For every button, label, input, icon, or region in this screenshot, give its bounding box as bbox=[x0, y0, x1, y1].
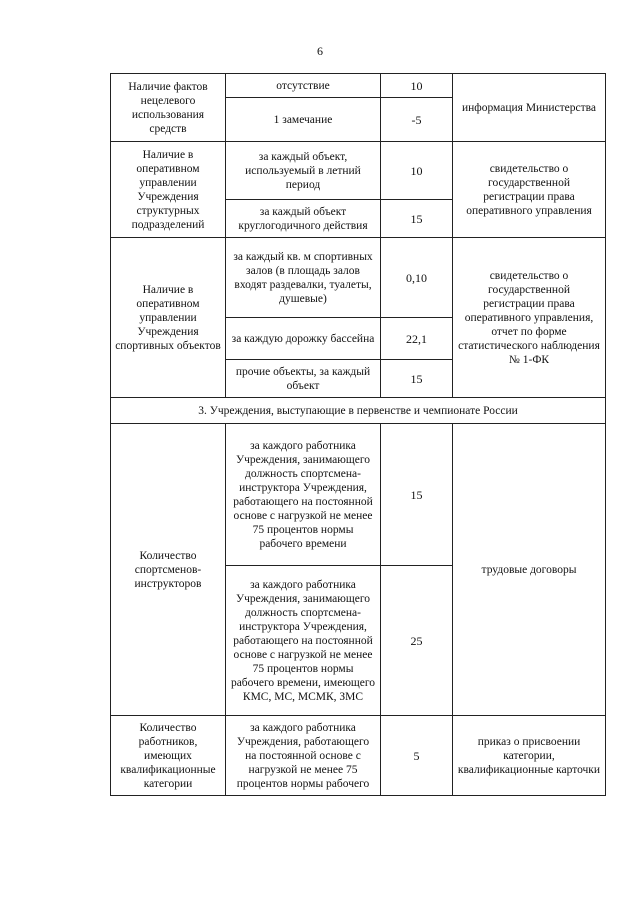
table-row bbox=[111, 74, 606, 98]
criterion-cell: Количество спортсменов-инструкторов bbox=[111, 424, 226, 716]
condition-cell: за каждый объект круглогодичного действия bbox=[226, 200, 381, 238]
condition-cell: за каждого работника Учреждения, занимающего должность спортсмена-инструктора Учреждения, работающего на постоянной основе с нагрузкой не менее 75 процентов нормы рабочего времени bbox=[226, 424, 381, 566]
criterion-cell: Наличие в оперативном управлении Учреждения структурных подразделений bbox=[111, 142, 226, 238]
condition-cell: 1 замечание bbox=[226, 98, 381, 142]
criterion-cell: Количество работников, имеющих квалификационные категории bbox=[111, 716, 226, 796]
points-cell: 15 bbox=[381, 360, 453, 398]
condition-cell: за каждый кв. м спортивных залов (в площадь залов входят раздевалки, туалеты, душевые) bbox=[226, 238, 381, 318]
criterion-cell: Наличие фактов нецелевого использования средств bbox=[111, 74, 226, 142]
points-cell: 10 bbox=[381, 142, 453, 200]
source-cell: приказ о присвоении категории, квалификационные карточки bbox=[453, 716, 606, 796]
source-cell: свидетельство о государственной регистрации права оперативного управления, отчет по форме статистического наблюдения № 1-ФК bbox=[453, 238, 606, 398]
condition-cell: за каждого работника Учреждения, работающего на постоянной основе с нагрузкой не менее 75 процентов нормы рабочего bbox=[226, 716, 381, 796]
condition-cell: за каждого работника Учреждения, занимающего должность спортсмена-инструктора Учреждения, работающего на постоянной основе с нагрузкой не менее 75 процентов нормы рабочего времени, имеющего КМС, МС, МСМК, ЗМС bbox=[226, 566, 381, 716]
table-row bbox=[111, 142, 606, 200]
table-row bbox=[111, 716, 606, 796]
source-cell: информация Министерства bbox=[453, 74, 606, 142]
points-cell: 25 bbox=[381, 566, 453, 716]
points-cell: 5 bbox=[381, 716, 453, 796]
page-number: 6 bbox=[317, 44, 323, 58]
condition-cell: за каждый объект, используемый в летний период bbox=[226, 142, 381, 200]
table-row bbox=[111, 398, 606, 424]
criteria-table bbox=[110, 73, 606, 796]
source-cell: трудовые договоры bbox=[453, 424, 606, 716]
section-heading: 3. Учреждения, выступающие в первенстве и чемпионате России bbox=[111, 398, 606, 424]
points-cell: 0,10 bbox=[381, 238, 453, 318]
points-cell: 22,1 bbox=[381, 318, 453, 360]
condition-cell: прочие объекты, за каждый объект bbox=[226, 360, 381, 398]
condition-cell: за каждую дорожку бассейна bbox=[226, 318, 381, 360]
points-cell: 15 bbox=[381, 424, 453, 566]
source-cell: свидетельство о государственной регистрации права оперативного управления bbox=[453, 142, 606, 238]
criterion-cell: Наличие в оперативном управлении Учреждения спортивных объектов bbox=[111, 238, 226, 398]
table-row bbox=[111, 238, 606, 318]
points-cell: -5 bbox=[381, 98, 453, 142]
points-cell: 10 bbox=[381, 74, 453, 98]
condition-cell: отсутствие bbox=[226, 74, 381, 98]
points-cell: 15 bbox=[381, 200, 453, 238]
table-row bbox=[111, 424, 606, 566]
